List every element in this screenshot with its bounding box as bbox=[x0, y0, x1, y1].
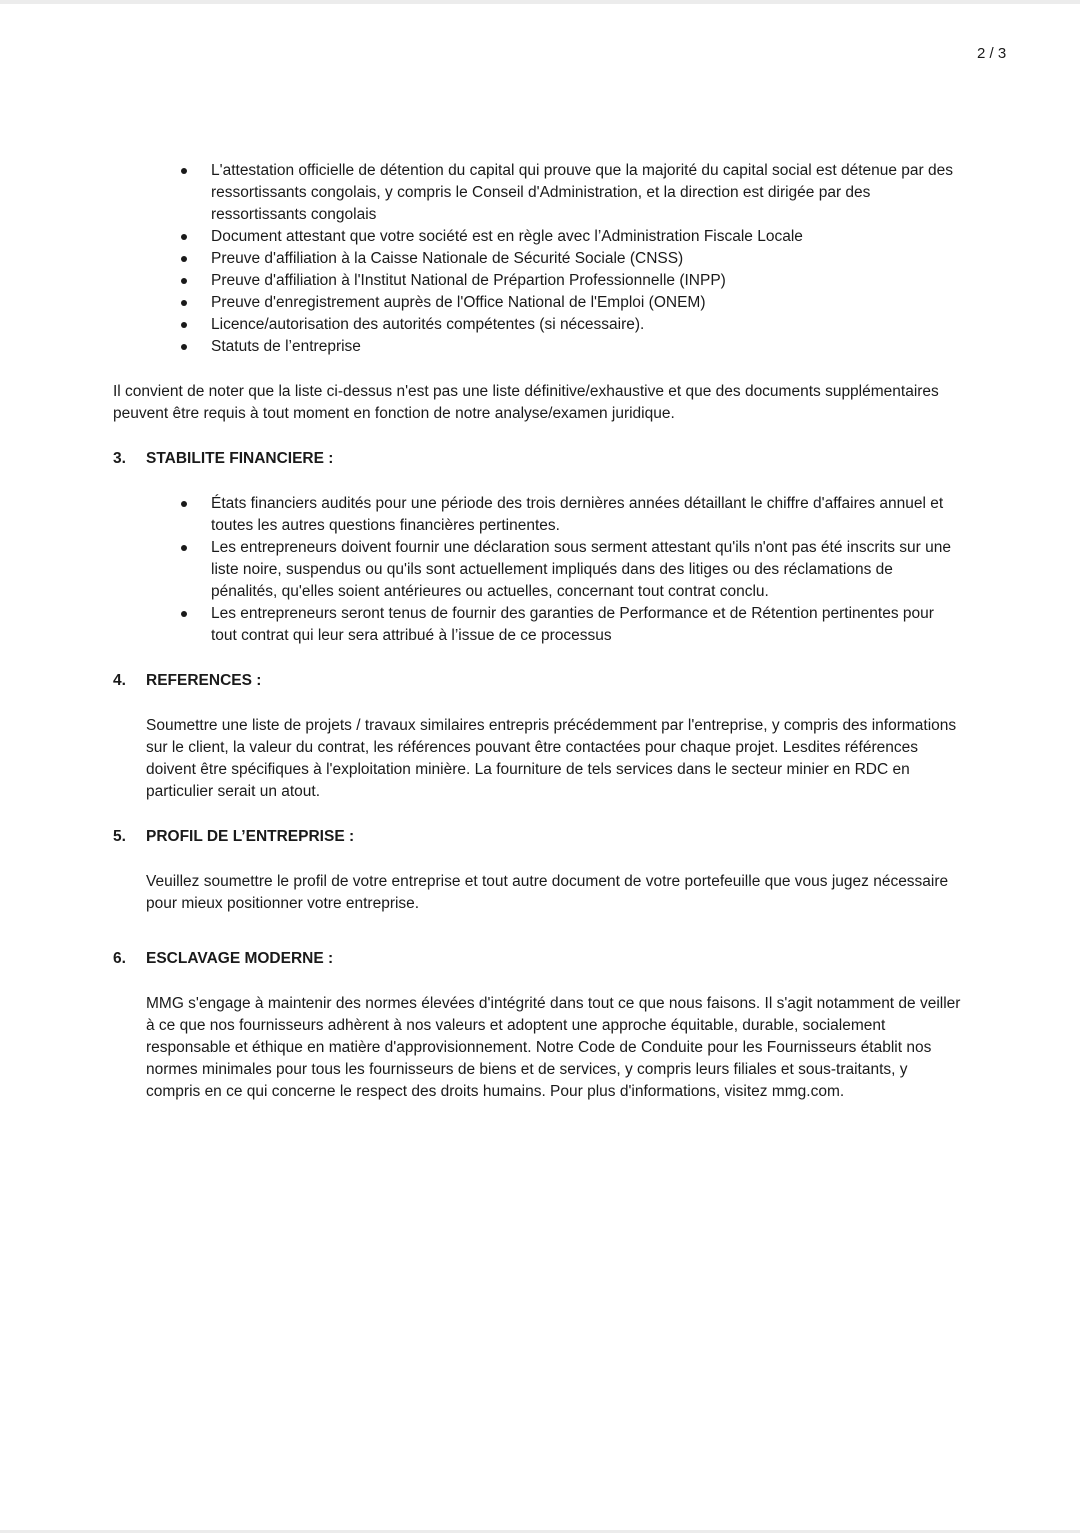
list-item: Statuts de l’entreprise bbox=[211, 336, 963, 358]
section-heading-financial-stability: 3. STABILITE FINANCIERE : bbox=[113, 450, 334, 467]
bullet-icon bbox=[181, 300, 187, 306]
bullet-icon bbox=[181, 234, 187, 240]
list-item: Licence/autorisation des autorités compétentes (si nécessaire). bbox=[211, 314, 963, 336]
list-item: États financiers audités pour une période des trois dernières années détaillant le chiffre d'affaires annuel et toutes les autres questions financières pertinentes. bbox=[211, 493, 963, 537]
financial-stability-list bbox=[113, 493, 963, 647]
required-documents-list bbox=[113, 160, 963, 358]
note-paragraph: Il convient de noter que la liste ci-dessus n'est pas une liste définitive/exhaustive et que des documents supplémentaires peuvent être requis à tout moment en fonction de notre analyse/examen juridique. bbox=[113, 383, 939, 422]
modern-slavery-body: MMG s'engage à maintenir des normes élevées d'intégrité dans tout ce que nous faisons. Il s'agit notamment de veiller à ce que nos fournisseurs adhèrent à nos valeurs et adoptent une approche équitable, durable, socialement responsable et éthique en matière d'approvisionnement. Notre Code de Conduite pour les Fournisseurs établit nos normes minimales pour tous les fournisseurs de biens et de services, y compris leurs filiales et sous-traitants, y compris en ce qui concerne le respect des droits humains. Pour plus d'informations, visitez mmg.com. bbox=[146, 995, 961, 1100]
bullet-icon bbox=[181, 611, 187, 617]
bullet-icon bbox=[181, 344, 187, 350]
list-item: L'attestation officielle de détention du capital qui prouve que la majorité du capital social est détenue par des ressortissants congolais, y compris le Conseil d'Administration, et la direction est dirigée par des ressortissants congolais bbox=[211, 160, 963, 226]
bullet-icon bbox=[181, 168, 187, 174]
bullet-icon bbox=[181, 256, 187, 262]
bullet-icon bbox=[181, 501, 187, 507]
list-item: Preuve d'affiliation à l'Institut National de Prépartion Professionnelle (INPP) bbox=[211, 270, 963, 292]
list-item: Les entrepreneurs doivent fournir une déclaration sous serment attestant qu'ils n'ont pas été inscrits sur une liste noire, suspendus ou qu'ils sont actuellement impliqués dans des litiges ou des réclamations de pénalités, qu'elles soient antérieures ou actuelles, concernant tout contrat conclu. bbox=[211, 537, 963, 603]
section-heading-references: 4. REFERENCES : bbox=[113, 672, 262, 689]
bullet-icon bbox=[181, 322, 187, 328]
list-item: Document attestant que votre société est en règle avec l’Administration Fiscale Locale bbox=[211, 226, 963, 248]
list-item: Preuve d'affiliation à la Caisse Nationale de Sécurité Sociale (CNSS) bbox=[211, 248, 963, 270]
section-heading-company-profile: 5. PROFIL DE L’ENTREPRISE : bbox=[113, 828, 355, 845]
bullet-icon bbox=[181, 278, 187, 284]
page-number: 2 / 3 bbox=[977, 45, 1007, 62]
list-item: Les entrepreneurs seront tenus de fournir des garanties de Performance et de Rétention pertinentes pour tout contrat qui leur sera attribué à l’issue de ce processus bbox=[211, 603, 963, 647]
references-body: Soumettre une liste de projets / travaux similaires entrepris précédemment par l'entreprise, y compris des informations sur le client, la valeur du contrat, les références pouvant être contactées pour chaque projet. Lesdites références doivent être spécifiques à l'exploitation minière. La fourniture de tels services dans le secteur minier en RDC en particulier serait un atout. bbox=[146, 717, 957, 800]
company-profile-body: Veuillez soumettre le profil de votre entreprise et tout autre document de votre portefeuille que vous jugez nécessaire pour mieux positionner votre entreprise. bbox=[146, 873, 949, 912]
top-border bbox=[0, 0, 1080, 4]
bullet-icon bbox=[181, 545, 187, 551]
section-heading-modern-slavery: 6. ESCLAVAGE MODERNE : bbox=[113, 950, 334, 967]
document-content bbox=[113, 160, 963, 1103]
list-item: Preuve d'enregistrement auprès de l'Office National de l'Emploi (ONEM) bbox=[211, 292, 963, 314]
